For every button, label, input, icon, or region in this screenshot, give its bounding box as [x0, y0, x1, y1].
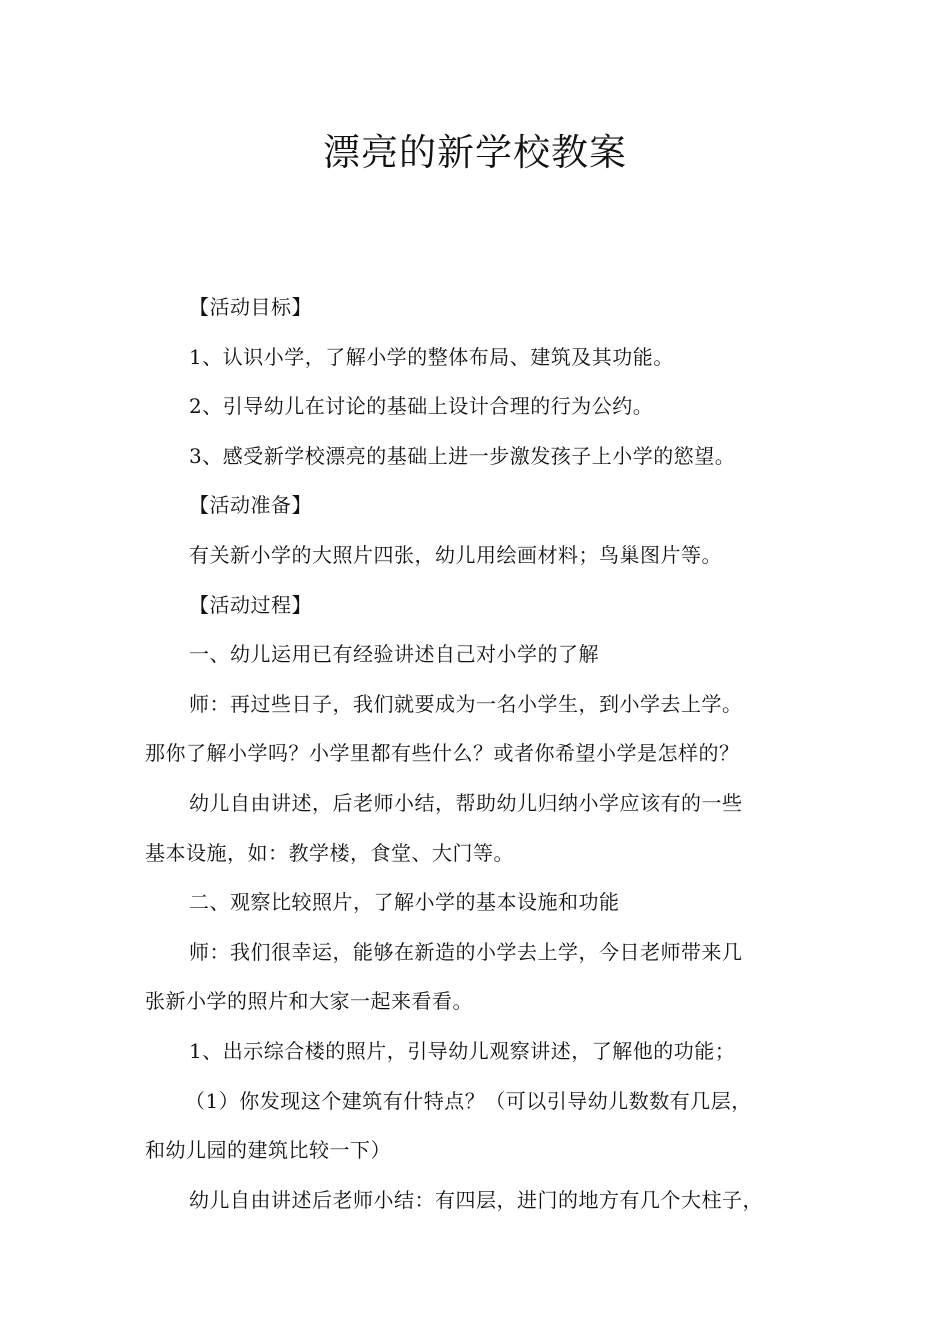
paragraph-line: 幼儿自由讲述，后老师小结，帮助幼儿归纳小学应该有的一些 — [189, 790, 743, 815]
paragraph-line: 师：再过些日子，我们就要成为一名小学生，到小学去上学。 — [189, 691, 743, 716]
section-heading-goals: 【活动目标】 — [189, 295, 312, 319]
paragraph-line: 2、引导幼儿在讨论的基础上设计合理的行为公约。 — [189, 394, 654, 419]
document-body — [145, 283, 825, 1225]
paragraph-line: 和幼儿园的建筑比较一下） — [145, 1138, 391, 1163]
section-heading-preparation: 【活动准备】 — [189, 493, 312, 518]
paragraph-line: 1、出示综合楼的照片，引导幼儿观察讲述，了解他的功能； — [189, 1038, 736, 1063]
paragraph-line: （1）你发现这个建筑有什特点？（可以引导幼儿数数有几层， — [185, 1088, 752, 1113]
paragraph-line: 一、幼儿运用已有经验讲述自己对小学的了解 — [189, 642, 599, 667]
paragraph-line: 师：我们很幸运，能够在新造的小学去上学，今日老师带来几 — [189, 939, 743, 964]
paragraph-line: 二、观察比较照片，了解小学的基本设施和功能 — [189, 890, 620, 915]
paragraph-line: 基本设施，如：教学楼，食堂、大门等。 — [145, 840, 514, 865]
paragraph-line: 1、认识小学，了解小学的整体布局、建筑及其功能。 — [189, 344, 674, 369]
section-heading-process: 【活动过程】 — [189, 592, 312, 617]
paragraph-line: 3、感受新学校漂亮的基础上进一步激发孩子上小学的慾望。 — [189, 443, 736, 468]
paragraph-line: 幼儿自由讲述后老师小结：有四层，进门的地方有几个大柱子， — [189, 1187, 763, 1212]
document-title: 漂亮的新学校教案 — [323, 131, 627, 174]
paragraph-line: 张新小学的照片和大家一起来看看。 — [145, 989, 473, 1014]
paragraph-line: 有关新小学的大照片四张，幼儿用绘画材料；鸟巢图片等。 — [189, 542, 722, 567]
paragraph-line: 那你了解小学吗？小学里都有些什么？或者你希望小学是怎样的？ — [145, 741, 740, 766]
